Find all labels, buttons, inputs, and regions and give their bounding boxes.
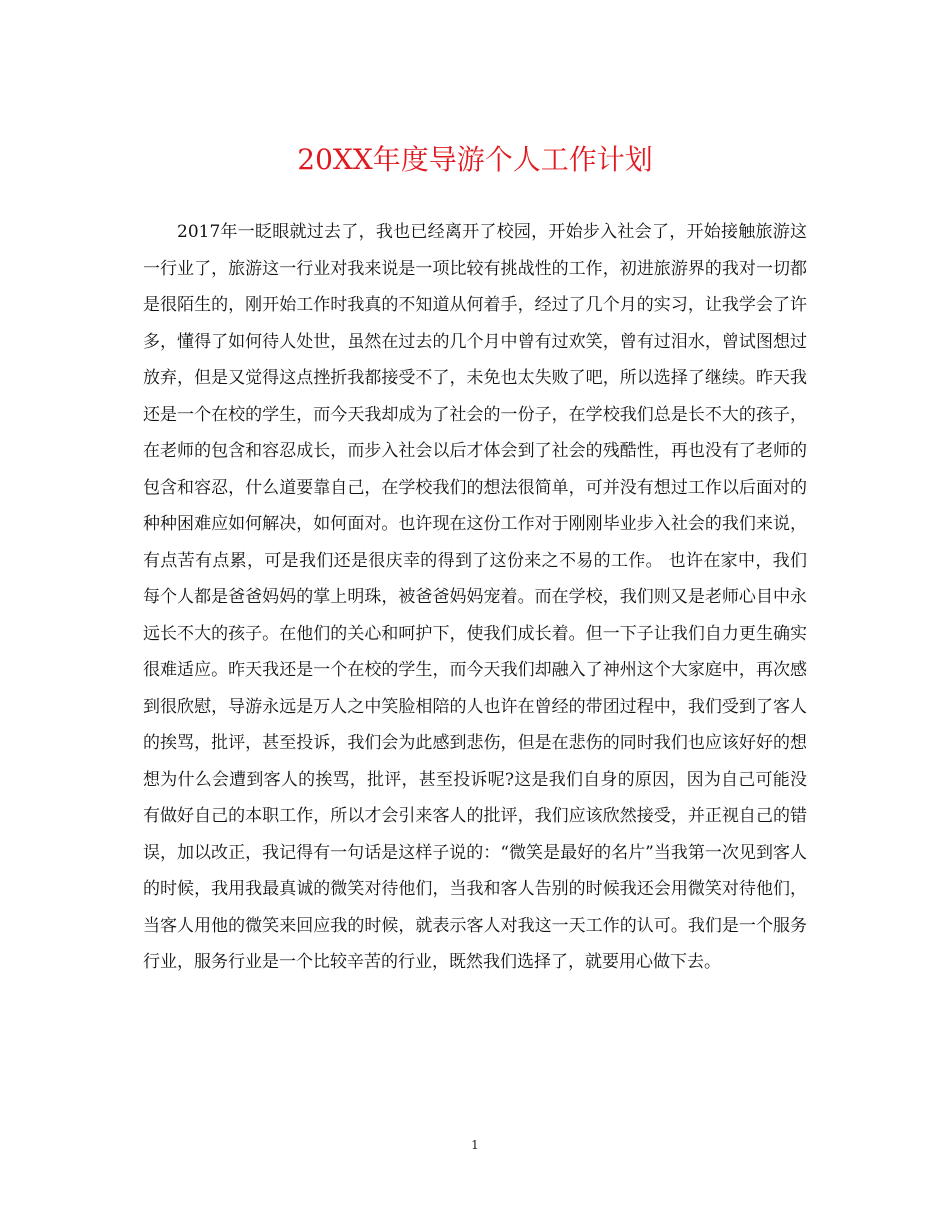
body-paragraph: 2017年一眨眼就过去了，我也已经离开了校园，开始步入社会了，开始接触旅游这一行业了，旅游这一行业对我来说是一项比较有挑战性的工作，初进旅游界的我对一切都是很陌生的，刚开始工作时我真的不知道从何着手，经过了几个月的实习，让我学会了许多，懂得了如何待人处世，虽然在过去的几个月中曾有过欢笑，曾有过泪水，曾试图想过放弃，但是又觉得这点挫折我都接受不了，未免也太失败了吧，所以选择了继续。昨天我还是一个在校的学生，而今天我却成为了社会的一份子，在学校我们总是长不大的孩子，在老师的包含和容忍成长，而步入社会以后才体会到了社会的残酷性，再也没有了老师的包含和容忍，什么道要靠自己，在学校我们的想法很简单，可并没有想过工作以后面对的种种困难应如何解决，如何面对。也许现在这份工作对于刚刚毕业步入社会的我们来说，有点苦有点累，可是我们还是很庆幸的得到了这份来之不易的工作。 也许在家中，我们每个人都是爸爸妈妈的掌上明珠，被爸爸妈妈宠着。而在学校，我们则又是老师心目中永远长不大的孩子。在他们的关心和呵护下，使我们成长着。但一下子让我们自力更生确实很难适应。昨天我还是一个在校的学生，而今天我们却融入了神州这个大家庭中，再次感到很欣慰，导游永远是万人之中笑脸相陪的人也许在曾经的带团过程中，我们受到了客人的挨骂，批评，甚至投诉，我们会为此感到悲伤，但是在悲伤的同时我们也应该好好的想想为什么会遭到客人的挨骂，批评，甚至投诉呢?这是我们自身的原因，因为自己可能没有做好自己的本职工作，所以才会引来客人的批评，我们应该欣然接受，并正视自己的错误，加以改正，我记得有一句话是这样子说的：“微笑是最好的名片”当我第一次见到客人的时候，我用我最真诚的微笑对待他们，当我和客人告别的时候我还会用微笑对待他们，当客人用他的微笑来回应我的时候，就表示客人对我这一天工作的认可。我们是一个服务行业，服务行业是一个比较辛苦的行业，既然我们选择了，就要用心做下去。 (143, 222, 807, 972)
page-number: 1 (471, 1138, 479, 1152)
document-title: 20XX年度导游个人工作计划 (297, 143, 653, 176)
